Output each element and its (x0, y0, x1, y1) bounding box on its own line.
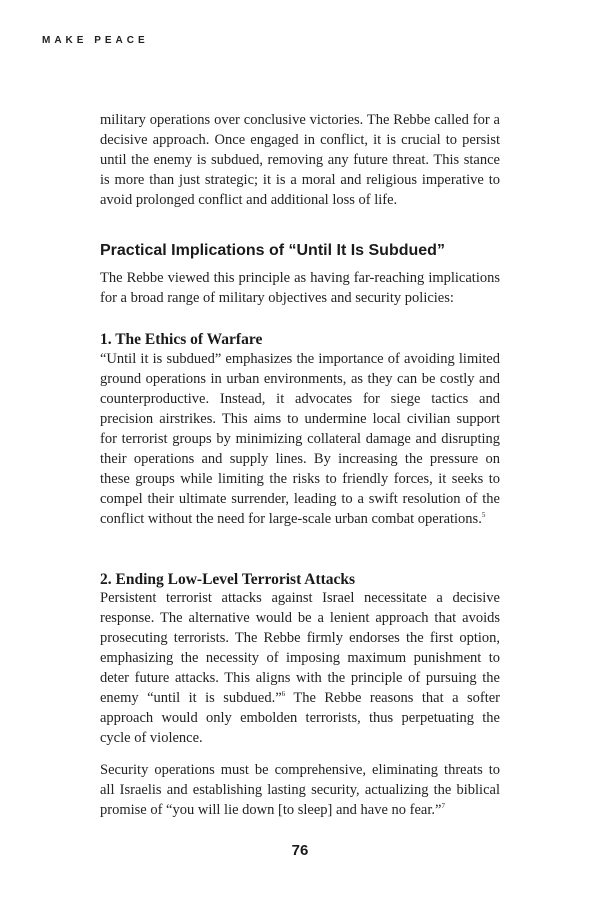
footnote-ref-5: 5 (481, 511, 486, 520)
intro-paragraph: The Rebbe viewed this principle as having far-reaching implications for a broad range of military objectives and security policies: (100, 270, 500, 306)
ethics-text: “Until it is subdued” emphasizes the importance of avoiding limited ground operations in urban environments, as they can be costly and counterproductive. Instead, it advocates for siege tactics and precision airstrikes. This aims to undermine local civilian support for terrorist groups by minimizing collateral damage and disrupting their operations and supply lines. By increasing the pressure on these groups while limiting the risks to friendly forces, it seeks to compel their ultimate surrender, leading to a swift resolution of the conflict without the need for large-scale urban combat operations. (100, 351, 500, 527)
section-heading: Practical Implications of “Until It Is Subdued” (100, 242, 445, 259)
footnote-ref-6: 6 (281, 690, 286, 699)
ethics-paragraph (100, 349, 500, 529)
subsection-heading-ethics: 1. The Ethics of Warfare (100, 331, 263, 348)
paragraph-continued: military operations over conclusive victories. The Rebbe called for a decisive approach. Once engaged in conflict, it is crucial to persist until the enemy is subdued, removing any future threat. This stance is more than just strategic; it is a moral and religious imperative to avoid prolonged conflict and additional loss of life. (100, 112, 500, 208)
security-paragraph (100, 760, 500, 820)
security-text: Security operations must be comprehensive, eliminating threats to all Israelis and establishing lasting security, actualizing the biblical promise of “you will lie down [to sleep] and have no fear.” (100, 762, 500, 818)
terrorist-attacks-text-after: The Rebbe reasons that a softer approach would only embolden terrorists, thus perpetuating the cycle of violence. (100, 690, 500, 746)
subsection-heading-terrorist-attacks: 2. Ending Low-Level Terrorist Attacks (100, 571, 356, 588)
terrorist-attacks-text-before: Persistent terrorist attacks against Israel necessitate a decisive response. The alternative would be a lenient approach that avoids prosecuting terrorists. The Rebbe firmly endorses the first option, emphasizing the necessity of imposing maximum punishment to deter future attacks. This aligns with the principle of pursuing the enemy “until it is subdued.” (100, 590, 500, 706)
running-header: MAKE PEACE (42, 35, 149, 46)
footnote-ref-7: 7 (441, 802, 445, 811)
terrorist-attacks-paragraph (100, 588, 500, 748)
page-number: 76 (291, 842, 309, 859)
